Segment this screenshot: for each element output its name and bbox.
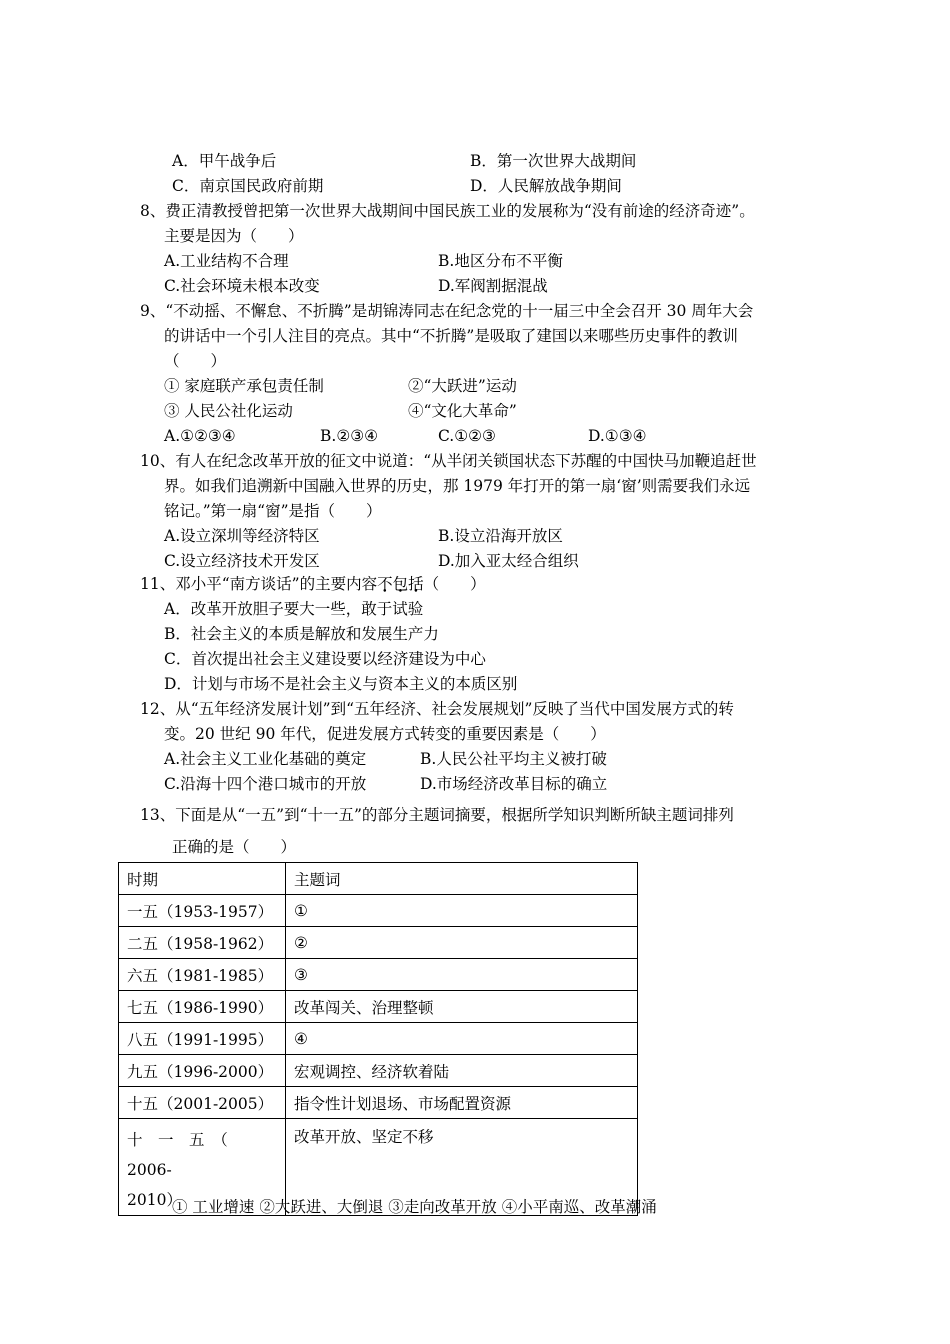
- period-cell: 一五（1953-1957）: [119, 895, 286, 927]
- q13-table: [118, 862, 638, 1216]
- period-cell: 八五（1991-1995）: [119, 1023, 286, 1055]
- table-row: [119, 1055, 638, 1087]
- q9-option-b: B.②③④: [320, 427, 379, 445]
- q12-option-c: C.沿海十四个港口城市的开放: [164, 775, 367, 793]
- q13-stem-line2: 正确的是（ ）: [172, 838, 297, 856]
- q11-option-d: D．计划与市场不是社会主义与资本主义的本质区别: [164, 675, 518, 693]
- q9-item-2: ②“大跃进”运动: [408, 377, 517, 395]
- q10-option-c: C.设立经济技术开发区: [164, 552, 320, 570]
- q10-option-b: B.设立沿海开放区: [438, 527, 563, 545]
- q7-option-b: B．第一次世界大战期间: [470, 152, 637, 170]
- q11-stem-prefix: 11、邓小平“南方谈话”的主要内容: [140, 575, 378, 593]
- q9-option-d: D.①③④: [588, 427, 647, 445]
- theme-cell: 宏观调控、经济软着陆: [286, 1055, 638, 1087]
- q7-option-d: D．人民解放战争期间: [470, 177, 622, 195]
- q8-stem-line1: 8、费正清教授曾把第一次世界大战期间中国民族工业的发展称为“没有前途的经济奇迹”。: [140, 202, 755, 220]
- q12-option-b: B.人民公社平均主义被打破: [420, 750, 607, 768]
- q12-stem-line1: 12、从“五年经济发展计划”到“五年经济、社会发展规划”反映了当代中国发展方式的转: [140, 700, 734, 718]
- q10-stem-line2: 界。如我们追溯新中国融入世界的历史，那 1979 年打开的第一扇‘窗’则需要我们永远: [164, 477, 751, 495]
- table-row: [119, 895, 638, 927]
- table-row: [119, 1087, 638, 1119]
- theme-cell: ④: [286, 1023, 638, 1055]
- q8-option-c: C.社会环境未根本改变: [164, 277, 320, 295]
- q7-option-c: C．南京国民政府前期: [172, 177, 324, 195]
- theme-cell: ③: [286, 959, 638, 991]
- table-header-cell: 主题词: [286, 863, 638, 895]
- q9-stem-line2: 的讲话中一个引人注目的亮点。其中“不折腾”是吸取了建国以来哪些历史事件的教训: [164, 327, 738, 345]
- table-row: [119, 1023, 638, 1055]
- theme-cell: 指令性计划退场、市场配置资源: [286, 1087, 638, 1119]
- q9-item-3: ③ 人民公社化运动: [164, 402, 293, 420]
- theme-cell: 改革开放、坚定不移: [286, 1119, 638, 1216]
- q11-emphasis-char: 括: [408, 575, 424, 593]
- q10-stem-line1: 10、有人在纪念改革开放的征文中说道：“从半闭关锁国状态下苏醒的中国快马加鞭追赶世: [140, 452, 757, 470]
- table-header-row: [119, 863, 638, 895]
- q9-item-1: ① 家庭联产承包责任制: [164, 377, 324, 395]
- q8-option-a: A.工业结构不合理: [164, 252, 289, 270]
- table-row: [119, 959, 638, 991]
- q13-stem-line1: 13、下面是从“一五”到“十一五”的部分主题词摘要，根据所学知识判断所缺主题词排列: [140, 806, 734, 824]
- q13-answer-key: ① 工业增速 ②大跃进、大倒退 ③走向改革开放 ④小平南巡、改革潮涌: [172, 1198, 657, 1216]
- period-cell: 六五（1981-1985）: [119, 959, 286, 991]
- theme-cell: 改革闯关、治理整顿: [286, 991, 638, 1023]
- q10-option-a: A.设立深圳等经济特区: [164, 527, 320, 545]
- theme-cell: ①: [286, 895, 638, 927]
- q10-stem-line3: 铭记。”第一扇“窗”是指（ ）: [164, 502, 382, 520]
- q9-stem-line3: （ ）: [164, 352, 227, 370]
- q10-option-d: D.加入亚太经合组织: [438, 552, 579, 570]
- q11-option-b: B．社会主义的本质是解放和发展生产力: [164, 625, 439, 643]
- q9-stem-line1: 9、“不动摇、不懈怠、不折腾”是胡锦涛同志在纪念党的十一届三中全会召开 30 周年大会: [140, 302, 754, 320]
- q12-option-a: A.社会主义工业化基础的奠定: [164, 750, 367, 768]
- theme-cell: ②: [286, 927, 638, 959]
- q8-stem-line2: 主要是因为（ ）: [164, 227, 304, 245]
- period-cell: 九五（1996-2000）: [119, 1055, 286, 1087]
- q11-stem: [140, 573, 486, 595]
- table-row: [119, 991, 638, 1023]
- q9-item-4: ④“文化大革命”: [408, 402, 517, 420]
- q11-option-c: C．首次提出社会主义建设要以经济建设为中心: [164, 650, 486, 668]
- q7-option-a: A．甲午战争后: [172, 152, 277, 170]
- q8-option-b: B.地区分布不平衡: [438, 252, 563, 270]
- q11-stem-suffix: （ ）: [423, 575, 486, 593]
- q11-option-a: A．改革开放胆子要大一些，敢于试验: [164, 600, 424, 618]
- q8-option-d: D.军阀割据混战: [438, 277, 548, 295]
- period-line: 十 一 五 （ 2006-: [127, 1131, 244, 1179]
- q11-emphasis-char: 不: [377, 575, 393, 593]
- q9-option-c: C.①②③: [438, 427, 496, 445]
- q12-stem-line2: 变。20 世纪 90 年代，促进发展方式转变的重要因素是（ ）: [164, 725, 606, 743]
- table-header-cell: 时期: [119, 863, 286, 895]
- period-line: 2010）: [127, 1191, 182, 1209]
- table-row: [119, 927, 638, 959]
- period-cell: 十五（2001-2005）: [119, 1087, 286, 1119]
- period-cell: 七五（1986-1990）: [119, 991, 286, 1023]
- period-cell: 二五（1958-1962）: [119, 927, 286, 959]
- q12-option-d: D.市场经济改革目标的确立: [420, 775, 608, 793]
- q9-option-a: A.①②③④: [164, 427, 236, 445]
- q11-emphasis-char: 包: [392, 575, 409, 593]
